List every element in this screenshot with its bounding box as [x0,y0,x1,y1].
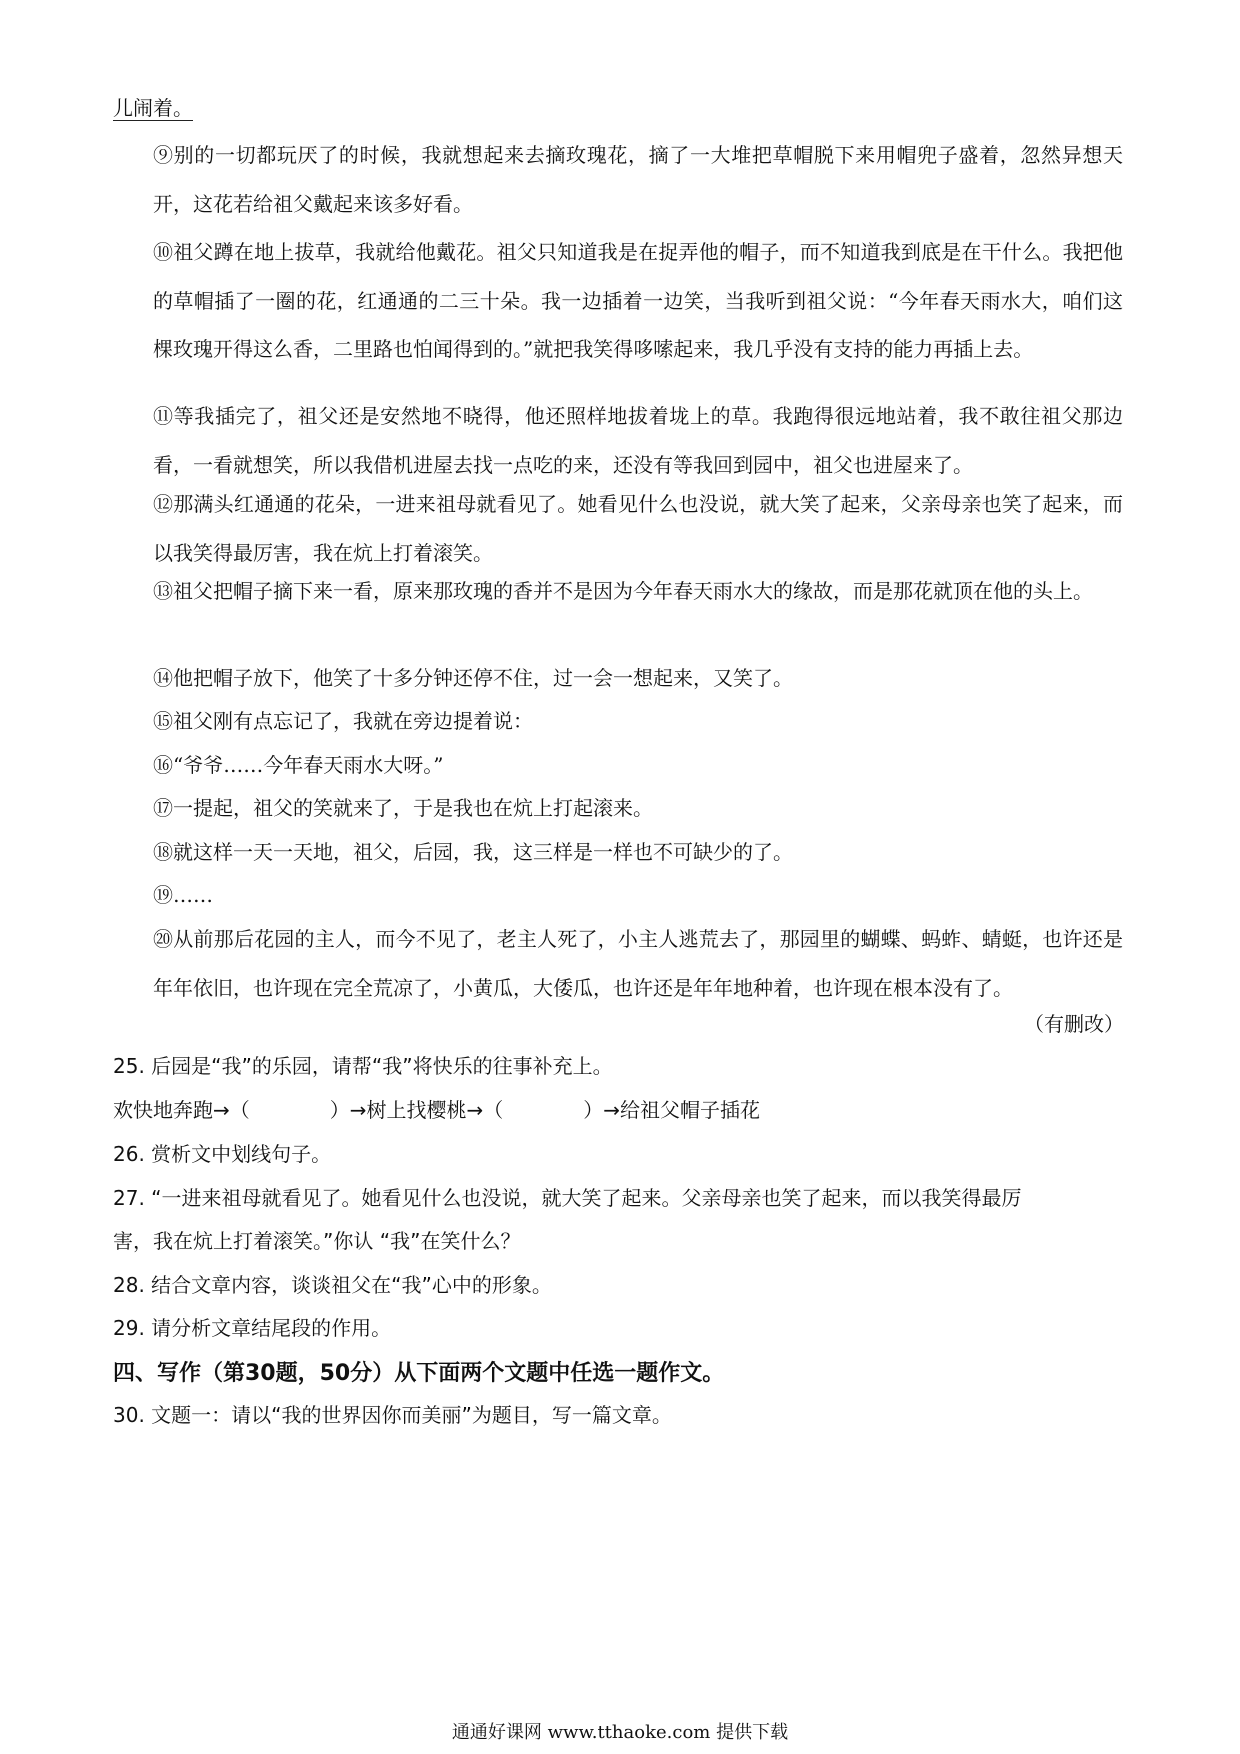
page-footer: 通通好课网 www.tthaoke.com 提供下载 [451,1722,789,1743]
paragraph-20-text: ⑳从前那后花园的主人，而今不见了，老主人死了，小主人逃荒去了，那园里的蝴蝶、蚂蚱、蜻蜓，也许还是年年依旧，也许现在完全荒凉了，小黄瓜，大倭瓜，也许还是年年地种着，也许现在根本没有了。 [153,927,1123,1000]
chain-part-3: ）→给祖父帽子插花 [583,1098,761,1122]
passage-tail-line [113,94,193,122]
paragraph-11-text: ⑪等我插完了，祖父还是安然地不晓得，他还照样地拔着垅上的草。我跑得很远地站着，我不敢往祖父那边看，一看就想笑，所以我借机进屋去找一点吃的来，还没有等我回到园中，祖父也进屋来了。 [153,404,1123,477]
paragraph-14 [113,654,1123,703]
paragraph-20 [113,915,1123,1012]
paragraph-9-text: ⑨别的一切都玩厌了的时候，我就想起来去摘玫瑰花，摘了一大堆把草帽脱下来用帽兜子盛着，忽然异想天开，这花若给祖父戴起来该多好看。 [153,143,1123,216]
paragraph-19 [113,871,1123,920]
paragraph-10 [113,228,1123,374]
paragraph-12 [113,480,1123,577]
question-26: 26. 赏析文中划线句子。 [113,1142,332,1166]
section-4-heading: 四、写作（第30题，50分）从下面两个文题中任选一题作文。 [113,1361,725,1386]
paragraph-17-text: ⑰一提起，祖父的笑就来了，于是我也在炕上打起滚来。 [153,796,653,820]
question-25-chain [113,1096,760,1124]
paragraph-19-text: ⑲…… [153,883,213,907]
source-note: （有删改） [1024,1012,1124,1036]
paragraph-14-text: ⑭他把帽子放下，他笑了十多分钟还停不住，过一会一想起来，又笑了。 [153,666,793,690]
chain-part-1: 欢快地奔跑→（ [113,1098,250,1122]
paragraph-9 [113,131,1123,228]
paragraph-13-text: ⑬祖父把帽子摘下来一看，原来那玫瑰的香并不是因为今年春天雨水大的缘故，而是那花就顶在他的头上。 [153,579,1093,603]
question-29: 29. 请分析文章结尾段的作用。 [113,1316,392,1340]
chain-part-2: ）→树上找樱桃→（ [329,1098,504,1122]
paragraph-16-text: ⑯“爷爷……今年春天雨水大呀。” [153,753,444,777]
paragraph-13 [113,567,1123,616]
paragraph-10-text: ⑩祖父蹲在地上拔草，我就给他戴花。祖父只知道我是在捉弄他的帽子，而不知道我到底是在干什么。我把他的草帽插了一圈的花，红通通的二三十朵。我一边插着一边笑，当我听到祖父说：“今年春天雨水大，咱们这棵玫瑰开得这么香，二里路也怕闻得到的。”就把我笑得哆嗦起来，我几乎没有支持的能力再插上去。 [153,240,1123,361]
question-25: 25. 后园是“我”的乐园，请帮“我”将快乐的往事补充上。 [113,1054,613,1078]
question-27-line-2: 害，我在炕上打着滚笑。”你认 “我”在笑什么？ [113,1229,521,1253]
paragraph-12-text: ⑫那满头红通通的花朵，一进来祖母就看见了。她看见什么也没说，就大笑了起来，父亲母亲也笑了起来，而以我笑得最厉害，我在炕上打着滚笑。 [153,492,1123,565]
underlined-sentence-tail: 儿闹着。 [113,96,193,120]
paragraph-17 [113,784,1123,833]
paragraph-18 [113,828,1123,877]
question-28: 28. 结合文章内容，谈谈祖父在“我”心中的形象。 [113,1273,552,1297]
question-27-line-1: 27. “一进来祖母就看见了。她看见什么也没说，就大笑了起来。父亲母亲也笑了起来，而以我笑得最厉 [113,1186,1022,1210]
paragraph-18-text: ⑱就这样一天一天地，祖父，后园，我，这三样是一样也不可缺少的了。 [153,840,793,864]
paragraph-16 [113,741,1123,790]
paragraph-15-text: ⑮祖父刚有点忘记了，我就在旁边提着说： [153,709,533,733]
question-30: 30. 文题一：请以“我的世界因你而美丽”为题目，写一篇文章。 [113,1403,672,1427]
paragraph-15 [113,697,1123,746]
paragraph-11 [113,392,1123,489]
